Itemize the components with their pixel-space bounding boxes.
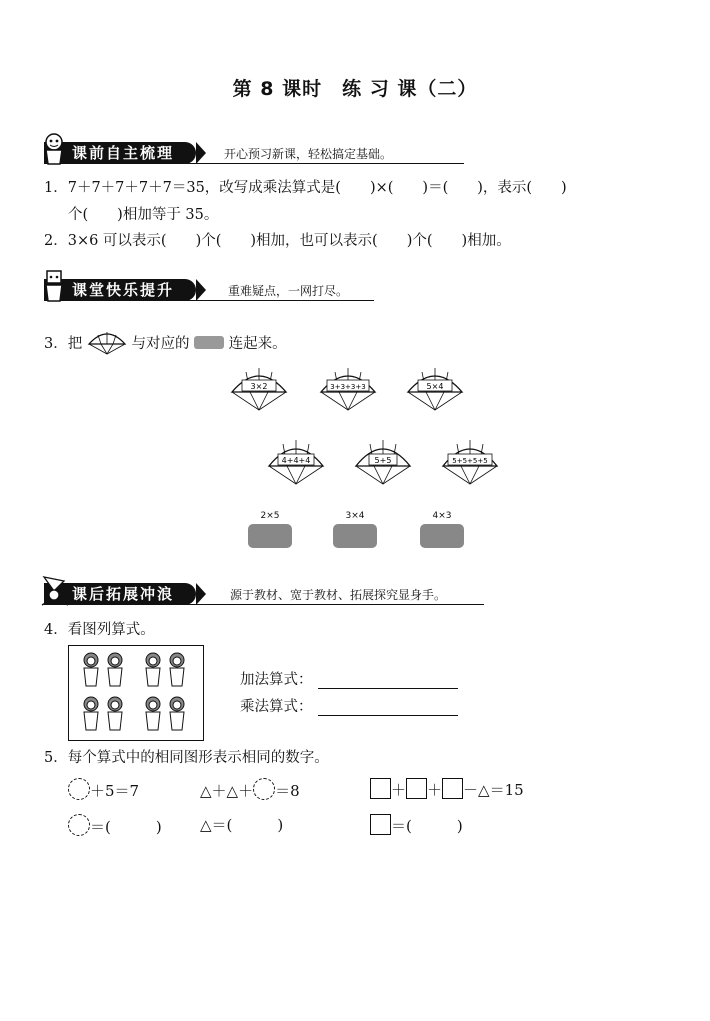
addition-expression-label: 加法算式：: [240, 672, 313, 688]
multiplication-answer-line[interactable]: [318, 715, 458, 716]
monkey-picture-frame: [68, 645, 204, 741]
landing-pad-label: 3×4: [345, 511, 365, 521]
equation-3-text-a: ＋: [391, 781, 407, 799]
landing-pad-icon: [194, 336, 224, 349]
surfer-icon: [40, 573, 70, 607]
landing-pad[interactable]: [333, 524, 377, 548]
parachute-card[interactable]: [404, 366, 466, 414]
page-title: 第 8 课时 练 习 课（二）: [232, 78, 478, 100]
parachute-label: 3×2: [250, 382, 268, 391]
section-subtitle: 开心预习新课，轻松搞定基础。: [224, 147, 393, 161]
landing-pad[interactable]: [420, 524, 464, 548]
parachute-label: 4+4+4: [281, 456, 311, 465]
answer-3[interactable]: [370, 814, 463, 836]
section-label: 课前自主梳理: [44, 142, 196, 164]
section-label: 课堂快乐提升: [44, 279, 196, 301]
equation-2-text-a: △＋△＋: [200, 782, 254, 800]
equation-3-text-b: ＋: [427, 781, 443, 799]
square-shape-icon: [406, 778, 427, 799]
answer-2[interactable]: [200, 814, 283, 835]
circle-shape-icon: [68, 778, 90, 800]
landing-pad[interactable]: [248, 524, 292, 548]
parachute-card[interactable]: [352, 438, 414, 488]
question-5: 5．每个算式中的相同图形表示相同的数字。: [44, 750, 329, 766]
answer-1[interactable]: [68, 814, 162, 837]
cartoon-monkey-icon: [40, 132, 70, 166]
cartoon-character-icon: [40, 269, 70, 303]
circle-shape-icon: [253, 778, 275, 800]
section-banner-classroom: [44, 279, 374, 301]
equation-2: [200, 778, 300, 801]
monkeys-illustration: [69, 646, 203, 740]
square-shape-icon: [370, 778, 391, 799]
section-banner-extension: [44, 583, 484, 605]
answer-1-text: ＝( ): [90, 818, 162, 836]
parachute-label: 5×4: [426, 382, 444, 391]
question-3: [44, 330, 287, 356]
section-banner-preview: [44, 142, 464, 164]
parachute-card[interactable]: [265, 438, 327, 488]
answer-3-text: ＝( ): [391, 817, 463, 835]
question-1-line-2: 个( )相加等于 35。: [68, 207, 219, 223]
equation-2-text-b: ＝8: [275, 782, 300, 800]
parachute-icon: [87, 330, 127, 356]
parachute-label: 3+3+3+3: [330, 383, 366, 391]
parachute-label: 5+5: [374, 456, 392, 465]
equation-3-text-c: －△＝15: [463, 781, 524, 799]
question-3-middle: 与对应的: [131, 336, 190, 352]
equation-3: [370, 778, 524, 800]
question-4: 4．看图列算式。: [44, 622, 155, 638]
landing-pad-label: 2×5: [260, 511, 280, 521]
landing-pad-label: 4×3: [432, 511, 452, 521]
addition-answer-line[interactable]: [318, 688, 458, 689]
question-3-prefix: 3．把: [44, 336, 83, 352]
answer-2-text: △＝( ): [200, 816, 284, 834]
section-subtitle: 重难疑点，一网打尽。: [228, 284, 349, 298]
section-subtitle: 源于教材、宽于教材、拓展探究显身手。: [230, 588, 447, 602]
circle-shape-icon: [68, 814, 90, 836]
parachute-card[interactable]: [439, 438, 501, 488]
parachute-label: 5+5+5+5: [452, 457, 488, 465]
question-3-suffix: 连起来。: [228, 336, 287, 352]
square-shape-icon: [370, 814, 391, 835]
multiplication-expression-label: 乘法算式：: [240, 699, 313, 715]
parachute-card[interactable]: [317, 366, 379, 414]
question-1-line-1: 1．7＋7＋7＋7＋7＝35，改写成乘法算式是( )×( )＝( )，表示( ): [44, 180, 567, 196]
parachute-card[interactable]: [228, 366, 290, 414]
section-label: 课后拓展冲浪: [44, 583, 196, 605]
square-shape-icon: [442, 778, 463, 799]
equation-1-text: ＋5＝7: [90, 782, 140, 800]
question-2: 2．3×6 可以表示( )个( )相加，也可以表示( )个( )相加。: [44, 233, 511, 249]
equation-1: [68, 778, 139, 801]
